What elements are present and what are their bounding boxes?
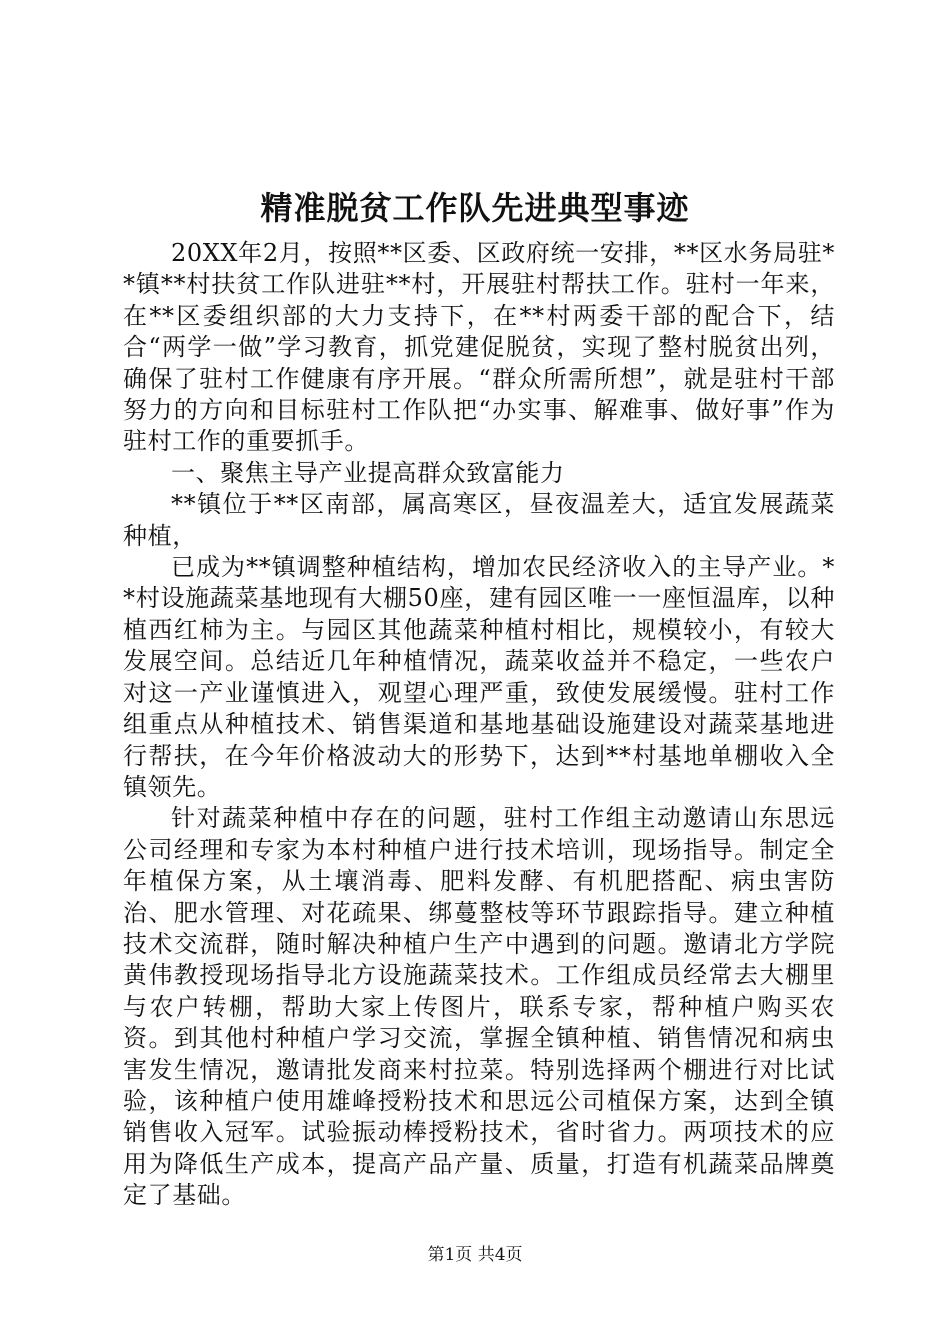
paragraph-industry: 已成为**镇调整种植结构，增加农民经济收入的主导产业。**村设施蔬菜基地现有大棚50座，建有园区唯一一座恒温库，以种植西红柿为主。与园区其他蔬菜种植村相比，规模较小，有较大发展空间。总结近几年种植情况，蔬菜收益并不稳定，一些农户对这一产业谨慎进入，观望心理严重，致使发展缓慢。驻村工作组重点从种植技术、销售渠道和基地基础设施建设对蔬菜基地进行帮扶，在今年价格波动大的形势下，达到**村基地单棚收入全镇领先。 [123, 553, 835, 801]
paragraph-measures: 针对蔬菜种植中存在的问题，驻村工作组主动邀请山东思远公司经理和专家为本村种植户进行技术培训，现场指导。制定全年植保方案，从土壤消毒、肥料发酵、有机肥搭配、病虫害防治、肥水管理、对花疏果、绑蔓整枝等环节跟踪指导。建立种植技术交流群，随时解决种植户生产中遇到的问题。邀请北方学院黄伟教授现场指导北方设施蔬菜技术。工作组成员经常去大棚里与农户转棚，帮助大家上传图片，联系专家，帮种植户购买农资。到其他村种植户学习交流，掌握全镇种植、销售情况和病虫害发生情况，邀请批发商来村拉菜。特别选择两个棚进行对比试验，该种植户使用雄峰授粉技术和思远公司植保方案，达到全镇销售收入冠军。试验振动棒授粉技术，省时省力。两项技术的应用为降低生产成本，提高产品产量、质量，打造有机蔬菜品牌奠定了基础。 [123, 804, 835, 1210]
document-body [123, 238, 835, 1212]
paragraph-location: **镇位于**区南部，属高寒区，昼夜温差大，适宜发展蔬菜种植， [123, 490, 835, 550]
document-title: 精准脱贫工作队先进典型事迹 [260, 189, 690, 227]
page-number-footer: 第1页 共4页 [427, 1245, 523, 1265]
section-heading: 一、聚焦主导产业提高群众致富能力 [171, 458, 565, 487]
paragraph-intro: 20XX年2月，按照**区委、区政府统一安排，**区水务局驻**镇**村扶贫工作队进驻**村，开展驻村帮扶工作。驻村一年来，在**区委组织部的大力支持下，在**村两委干部的配合下，结合“两学一做”学习教育，抓党建促脱贫，实现了整村脱贫出列，确保了驻村工作健康有序开展。“群众所需所想”，就是驻村干部努力的方向和目标驻村工作队把“办实事、解难事、做好事”作为驻村工作的重要抓手。 [123, 239, 835, 456]
